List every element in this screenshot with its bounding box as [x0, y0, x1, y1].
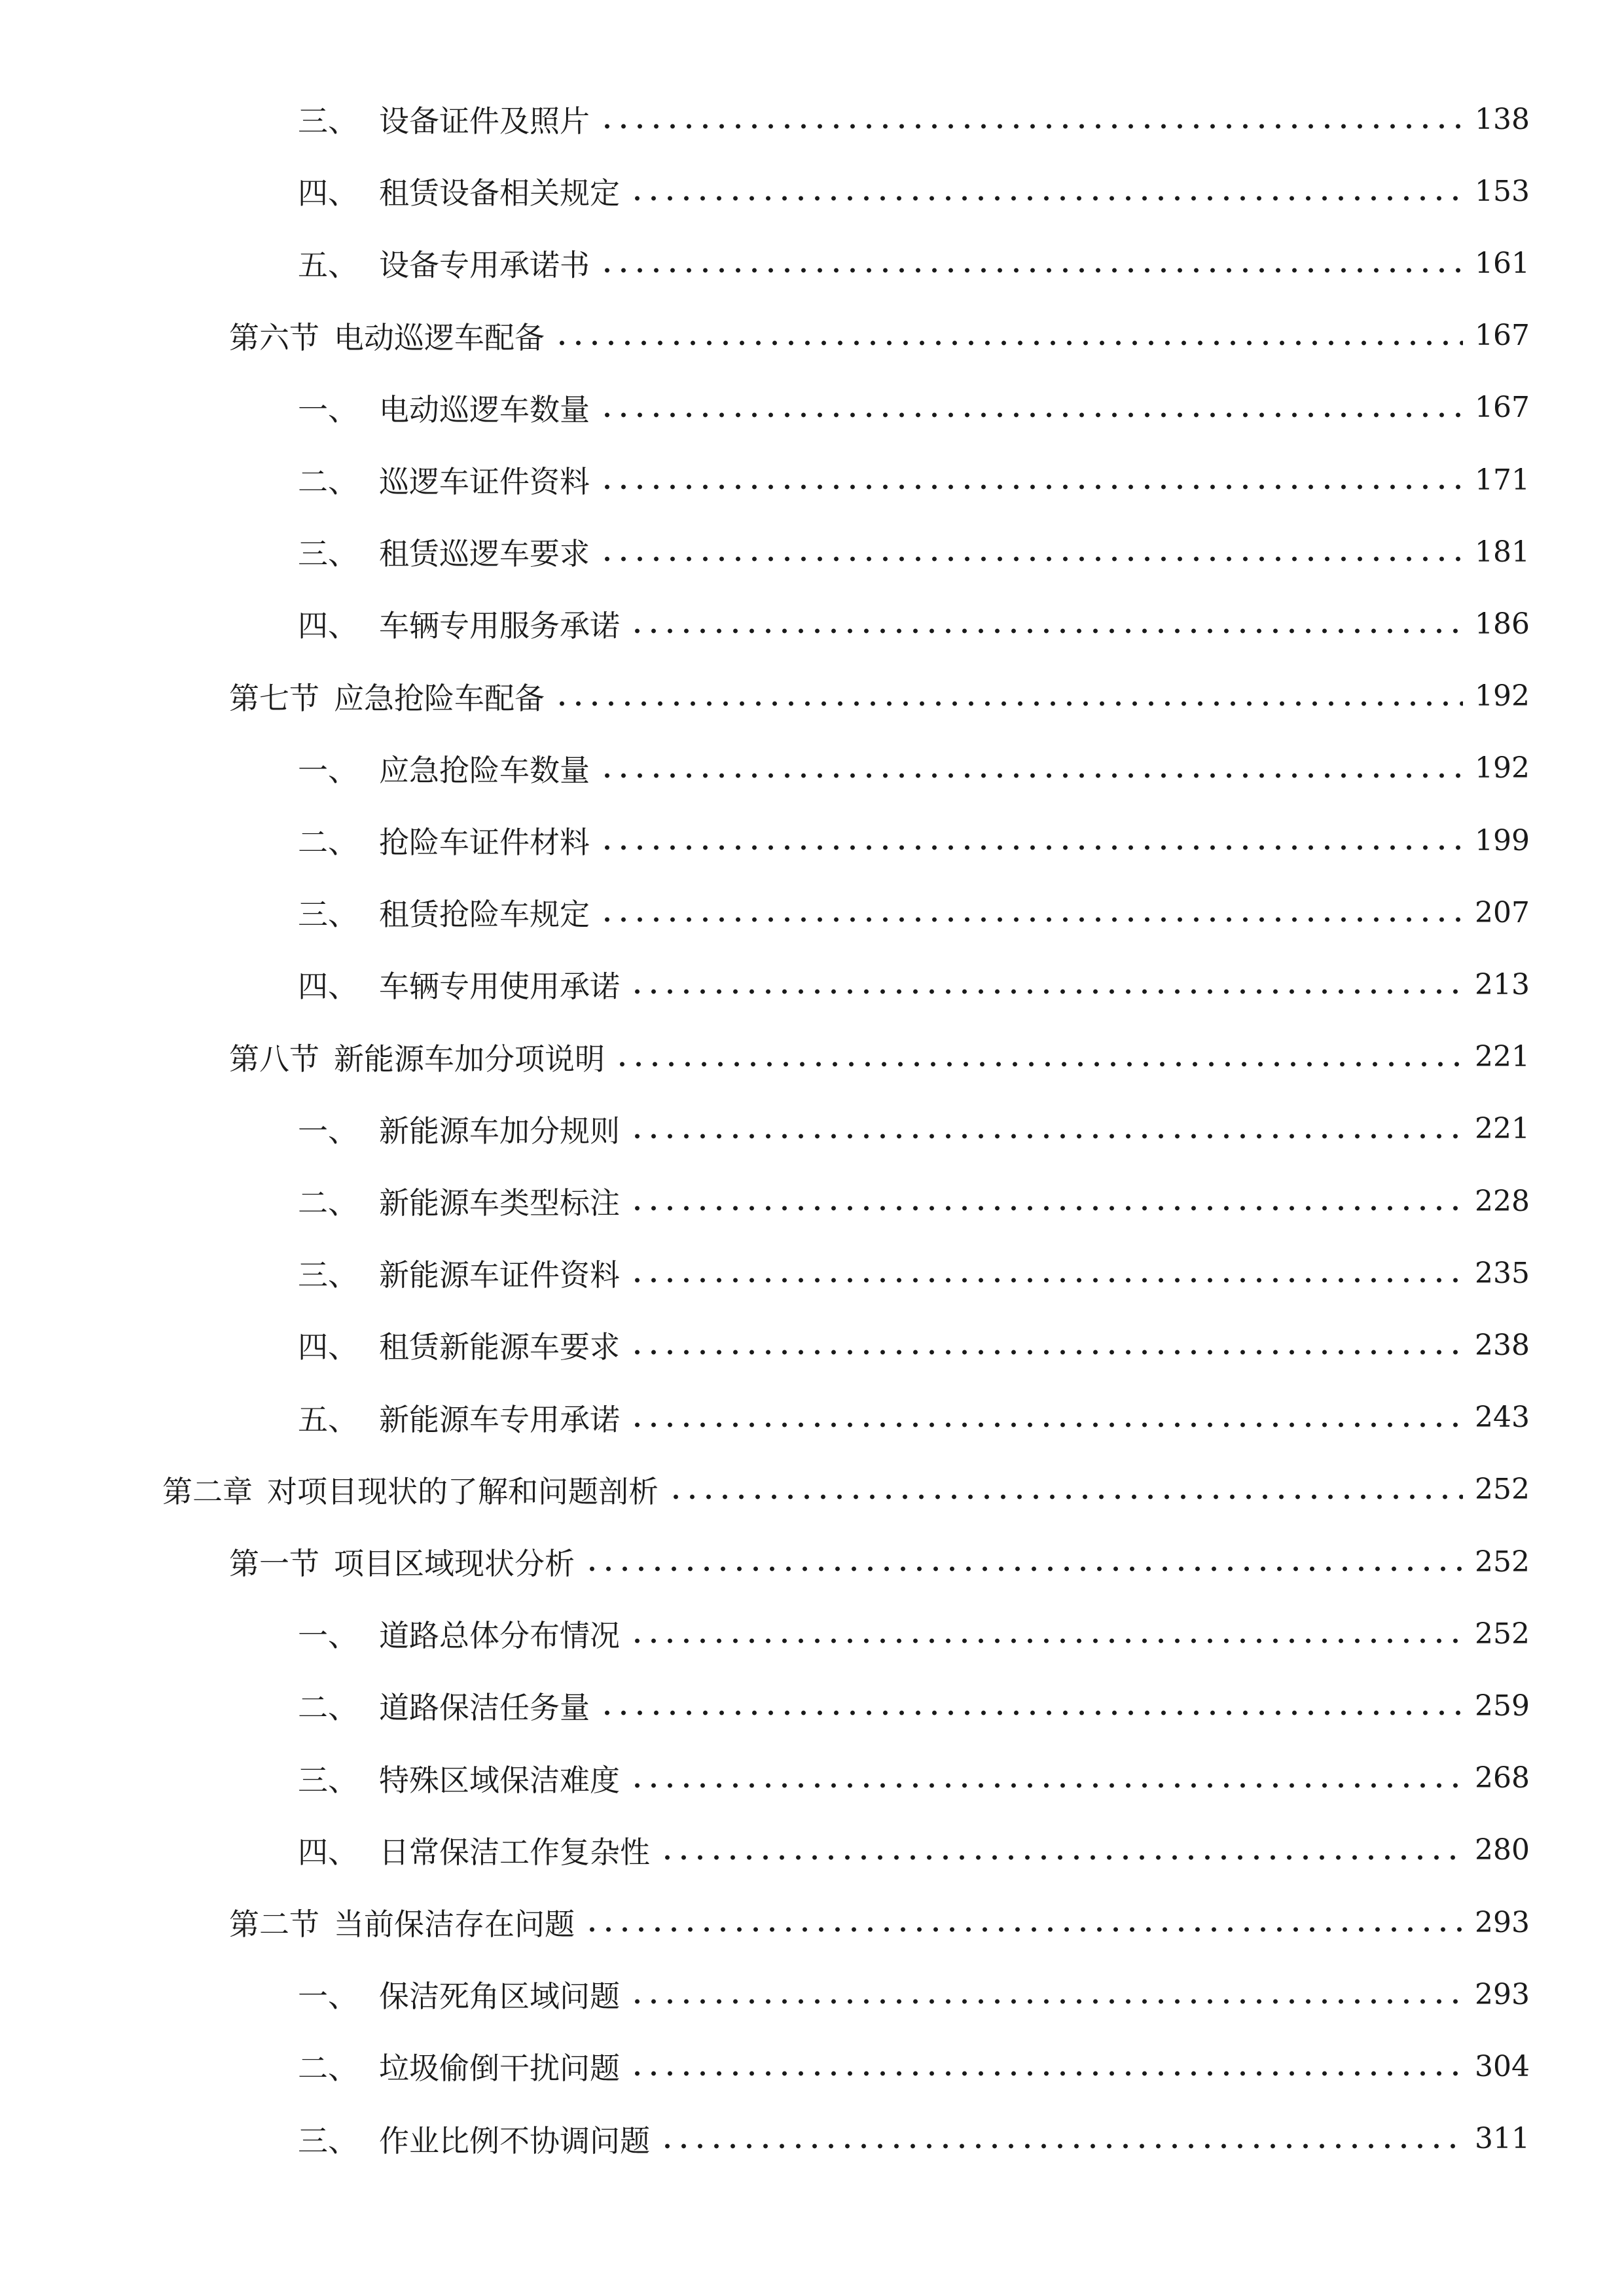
toc-entry-number: 三、 — [298, 897, 358, 933]
toc-entry-page-number: 252 — [1475, 1473, 1530, 1507]
toc-entry-page-number: 207 — [1475, 895, 1530, 929]
toc-entry-page-number: 235 — [1475, 1256, 1530, 1290]
dot-leader — [629, 1204, 1463, 1212]
toc-entry-page-number: 213 — [1475, 967, 1530, 1001]
toc-entry-title: 抢险车证件材料 — [379, 825, 590, 860]
dot-leader — [629, 988, 1463, 996]
toc-entry-page-number: 221 — [1475, 1112, 1530, 1146]
toc-entry-title: 租赁抢险车规定 — [379, 897, 590, 933]
dot-leader — [659, 1854, 1463, 1861]
toc-entry-number: 三、 — [298, 103, 358, 139]
toc-entry-number: 四、 — [298, 969, 358, 1005]
toc-entry-title: 新能源车加分项说明 — [334, 1041, 605, 1077]
toc-entry-number: 三、 — [298, 536, 358, 572]
toc-entry-title: 道路总体分布情况 — [379, 1618, 620, 1654]
toc-entry-title: 电动巡逻车配备 — [334, 319, 545, 355]
toc-entry-title: 特殊区域保洁难度 — [379, 1762, 620, 1798]
toc-entry-title: 车辆专用使用承诺 — [379, 969, 620, 1005]
toc-entry-number: 三、 — [298, 1257, 358, 1293]
toc-entry-number: 第一节 — [229, 1546, 319, 1581]
toc-entry-number: 第六节 — [229, 319, 319, 355]
toc-entry-number: 二、 — [298, 1690, 358, 1726]
toc-entry-title: 日常保洁工作复杂性 — [379, 1834, 650, 1870]
toc-entry-title: 新能源车类型标注 — [379, 1185, 620, 1221]
toc-entry[interactable] — [298, 1103, 1530, 1155]
toc-entry-title: 项目区域现状分析 — [334, 1546, 575, 1581]
toc-entry-number: 四、 — [298, 608, 358, 644]
dot-leader — [599, 772, 1463, 780]
toc-entry-title: 新能源车专用承诺 — [379, 1401, 620, 1437]
toc-entry-page-number: 192 — [1475, 679, 1530, 713]
dot-leader — [629, 1132, 1463, 1140]
toc-entry-title: 道路保洁任务量 — [379, 1690, 590, 1726]
toc-entry-number: 一、 — [298, 1979, 358, 2015]
toc-entry-number: 一、 — [298, 1113, 358, 1149]
toc-entry-page-number: 171 — [1475, 463, 1530, 497]
toc-entry-number: 一、 — [298, 752, 358, 788]
toc-entry[interactable] — [298, 1391, 1530, 1444]
dot-leader — [629, 1637, 1463, 1645]
toc-entry[interactable] — [229, 310, 1530, 362]
toc-entry-title: 作业比例不协调问题 — [379, 2123, 650, 2159]
dot-leader — [599, 122, 1463, 130]
toc-entry-number: 三、 — [298, 2123, 358, 2159]
dot-leader — [629, 1276, 1463, 1284]
toc-entry-title: 电动巡逻车数量 — [379, 391, 590, 427]
toc-entry[interactable] — [229, 670, 1530, 723]
toc-entry-page-number: 192 — [1475, 751, 1530, 785]
dot-leader — [629, 194, 1463, 202]
toc-entry-title: 垃圾偷倒干扰问题 — [379, 2051, 620, 2087]
toc-entry-page-number: 259 — [1475, 1689, 1530, 1723]
dot-leader — [554, 700, 1463, 708]
toc-entry[interactable] — [298, 1319, 1530, 1371]
toc-entry-page-number: 311 — [1475, 2122, 1530, 2156]
toc-entry-number: 一、 — [298, 1618, 358, 1654]
toc-entry-number: 四、 — [298, 1329, 358, 1365]
dot-leader — [599, 266, 1463, 274]
toc-entry-title: 租赁巡逻车要求 — [379, 536, 590, 572]
toc-entry-number: 五、 — [298, 247, 358, 283]
dot-leader — [659, 2142, 1463, 2150]
toc-entry[interactable] — [298, 1247, 1530, 1299]
toc-entry-page-number: 186 — [1475, 607, 1530, 641]
toc-entry[interactable] — [298, 886, 1530, 939]
toc-entry[interactable] — [298, 2040, 1530, 2092]
dot-leader — [584, 1565, 1463, 1573]
toc-entry-page-number: 268 — [1475, 1761, 1530, 1795]
toc-entry-page-number: 243 — [1475, 1401, 1530, 1435]
dot-leader — [599, 1709, 1463, 1717]
toc-entry[interactable] — [298, 1752, 1530, 1804]
toc-entry-page-number: 293 — [1475, 1977, 1530, 2011]
toc-entry[interactable] — [298, 165, 1530, 217]
dot-leader — [629, 1421, 1463, 1429]
toc-entry-number: 一、 — [298, 391, 358, 427]
toc-entry-number: 第二节 — [229, 1907, 319, 1942]
toc-entry-page-number: 181 — [1475, 535, 1530, 569]
toc-entry-page-number: 293 — [1475, 1905, 1530, 1939]
toc-entry[interactable] — [298, 1607, 1530, 1660]
toc-entry[interactable] — [162, 1463, 1530, 1516]
toc-entry[interactable] — [229, 1031, 1530, 1083]
toc-entry-number: 二、 — [298, 825, 358, 860]
dot-leader — [599, 411, 1463, 419]
toc-entry-title: 租赁设备相关规定 — [379, 175, 620, 211]
toc-entry-title: 对项目现状的了解和问题剖析 — [267, 1473, 659, 1509]
toc-entry-page-number: 280 — [1475, 1833, 1530, 1867]
toc-entry[interactable] — [298, 958, 1530, 1011]
toc-entry[interactable] — [229, 1896, 1530, 1948]
toc-entry-page-number: 153 — [1475, 174, 1530, 208]
toc-entry-number: 二、 — [298, 464, 358, 499]
toc-entry[interactable] — [298, 454, 1530, 506]
toc-entry-title: 新能源车加分规则 — [379, 1113, 620, 1149]
toc-entry-page-number: 138 — [1475, 102, 1530, 136]
toc-entry[interactable] — [298, 1679, 1530, 1732]
toc-entry-page-number: 228 — [1475, 1184, 1530, 1218]
toc-entry-page-number: 199 — [1475, 823, 1530, 857]
dot-leader — [599, 844, 1463, 852]
toc-entry-number: 第二章 — [162, 1473, 253, 1509]
toc-entry[interactable] — [298, 1968, 1530, 2020]
toc-entry-page-number: 252 — [1475, 1617, 1530, 1651]
toc-entry[interactable] — [298, 2113, 1530, 2165]
toc-entry[interactable] — [298, 382, 1530, 434]
toc-entry-number: 第八节 — [229, 1041, 319, 1077]
toc-entry-title: 当前保洁存在问题 — [334, 1907, 575, 1942]
dot-leader — [629, 2070, 1463, 2077]
toc-entry-title: 巡逻车证件资料 — [379, 464, 590, 499]
toc-entry-title: 保洁死角区域问题 — [379, 1979, 620, 2015]
toc-entry[interactable] — [298, 1175, 1530, 1227]
toc-entry-number: 五、 — [298, 1401, 358, 1437]
toc-entry-page-number: 252 — [1475, 1545, 1530, 1579]
dot-leader — [629, 1998, 1463, 2005]
toc-entry[interactable] — [298, 598, 1530, 650]
dot-leader — [554, 339, 1463, 347]
toc-entry[interactable] — [298, 742, 1530, 795]
toc-entry-number: 二、 — [298, 2051, 358, 2087]
toc-entry-title: 设备专用承诺书 — [379, 247, 590, 283]
toc-entry-page-number: 238 — [1475, 1328, 1530, 1362]
toc-entry[interactable] — [298, 526, 1530, 578]
toc-entry-number: 四、 — [298, 1834, 358, 1870]
toc-entry-title: 应急抢险车配备 — [334, 680, 545, 716]
toc-entry-page-number: 221 — [1475, 1040, 1530, 1074]
toc-entry[interactable] — [298, 93, 1530, 145]
toc-entry[interactable] — [298, 237, 1530, 289]
toc-entry-title: 设备证件及照片 — [379, 103, 590, 139]
dot-leader — [599, 916, 1463, 924]
dot-leader — [599, 483, 1463, 491]
dot-leader — [599, 555, 1463, 563]
toc-entry-number: 第七节 — [229, 680, 319, 716]
toc-entry-page-number: 167 — [1475, 319, 1530, 353]
toc-entry-title: 应急抢险车数量 — [379, 752, 590, 788]
dot-leader — [629, 1348, 1463, 1356]
toc-entry-number: 二、 — [298, 1185, 358, 1221]
toc-entry[interactable] — [298, 814, 1530, 867]
dot-leader — [668, 1493, 1463, 1501]
toc-entry-number: 三、 — [298, 1762, 358, 1798]
toc-entry-title: 新能源车证件资料 — [379, 1257, 620, 1293]
dot-leader — [584, 1926, 1463, 1933]
toc-entry[interactable] — [229, 1535, 1530, 1588]
dot-leader — [614, 1060, 1463, 1068]
toc-entry-number: 四、 — [298, 175, 358, 211]
dot-leader — [629, 1782, 1463, 1789]
toc-entry-page-number: 304 — [1475, 2049, 1530, 2083]
dot-leader — [629, 627, 1463, 635]
toc-entry-page-number: 167 — [1475, 391, 1530, 425]
toc-entry-title: 租赁新能源车要求 — [379, 1329, 620, 1365]
toc-entry[interactable] — [298, 1824, 1530, 1876]
toc-entry-title: 车辆专用服务承诺 — [379, 608, 620, 644]
toc-entry-page-number: 161 — [1475, 246, 1530, 280]
